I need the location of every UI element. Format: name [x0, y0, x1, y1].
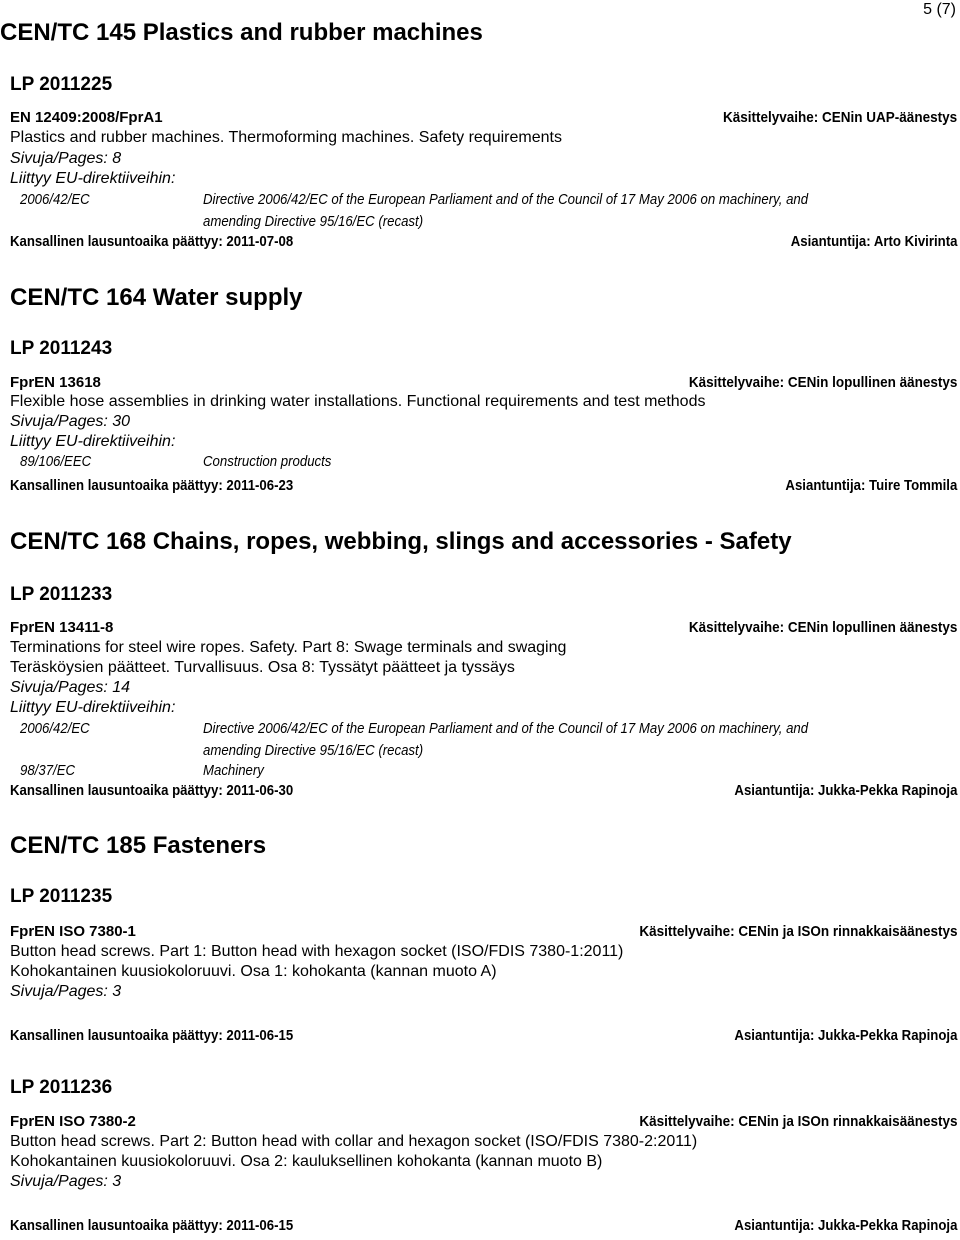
page-number: 5 (7) [923, 1, 956, 18]
comment-deadline: Kansallinen lausuntoaika päättyy: 2011-07-08 [10, 233, 294, 250]
directive-description: Construction products [203, 453, 332, 470]
committee-title: CEN/TC 164 Water supply [10, 284, 303, 311]
directive-description: Directive 2006/42/EC of the European Parliament and of the Council of 17 May 2006 on machinery, and [203, 191, 809, 208]
lp-number: LP 2011233 [10, 584, 113, 605]
stage-status: Käsittelyvaihe: CENin UAP-äänestys [722, 109, 957, 126]
standard-title: Plastics and rubber machines. Thermoforming machines. Safety requirements [10, 129, 562, 146]
comment-deadline: Kansallinen lausuntoaika päättyy: 2011-06-30 [10, 782, 294, 799]
stage-status: Käsittelyvaihe: CENin lopullinen äänestys [688, 374, 957, 391]
expert-name: Asiantuntija: Tuire Tommila [785, 477, 957, 494]
comment-deadline: Kansallinen lausuntoaika päättyy: 2011-06-23 [10, 477, 294, 494]
expert-name: Asiantuntija: Arto Kivirinta [790, 233, 957, 250]
standard-title-fi: Teräsköysien päätteet. Turvallisuus. Osa 8: Tyssätyt päätteet ja tyssäys [10, 659, 515, 676]
standard-title: Button head screws. Part 1: Button head with hexagon socket (ISO/FDIS 7380-1:2011) [10, 943, 624, 960]
expert-name: Asiantuntija: Jukka-Pekka Rapinoja [733, 782, 957, 799]
standard-id: FprEN ISO 7380-2 [10, 1113, 136, 1130]
comment-deadline: Kansallinen lausuntoaika päättyy: 2011-06-15 [10, 1027, 294, 1044]
directive-code: 89/106/EEC [20, 453, 92, 470]
standard-id: FprEN ISO 7380-1 [10, 923, 136, 940]
standard-id: FprEN 13618 [10, 374, 101, 391]
standard-title: Flexible hose assemblies in drinking water installations. Functional requirements and test methods [10, 393, 706, 410]
standard-title-fi: Kohokantainen kuusiokoloruuvi. Osa 2: kauluksellinen kohokanta (kannan muoto B) [10, 1153, 603, 1170]
stage-status: Käsittelyvaihe: CENin ja ISOn rinnakkaisäänestys [638, 1113, 957, 1130]
standard-title: Button head screws. Part 2: Button head with collar and hexagon socket (ISO/FDIS 7380-2:2011) [10, 1133, 698, 1150]
lp-number: LP 2011236 [10, 1077, 113, 1098]
standard-title-fi: Kohokantainen kuusiokoloruuvi. Osa 1: kohokanta (kannan muoto A) [10, 963, 497, 980]
lp-number: LP 2011243 [10, 338, 113, 359]
stage-status: Käsittelyvaihe: CENin lopullinen äänestys [688, 619, 957, 636]
directive-description-cont: amending Directive 95/16/EC (recast) [203, 742, 424, 759]
committee-title: CEN/TC 185 Fasteners [10, 832, 267, 859]
page-count: Sivuja/Pages: 3 [10, 983, 122, 1000]
page-count: Sivuja/Pages: 8 [10, 150, 122, 167]
comment-deadline: Kansallinen lausuntoaika päättyy: 2011-06-15 [10, 1217, 294, 1234]
page-count: Sivuja/Pages: 14 [10, 679, 131, 696]
directives-label: Liittyy EU-direktiiveihin: [10, 699, 176, 716]
directive-code: 2006/42/EC [20, 720, 90, 737]
directives-label: Liittyy EU-direktiiveihin: [10, 170, 176, 187]
standard-id: FprEN 13411-8 [10, 619, 114, 636]
lp-number: LP 2011235 [10, 886, 113, 907]
directive-code: 2006/42/EC [20, 191, 90, 208]
directive-description: Directive 2006/42/EC of the European Parliament and of the Council of 17 May 2006 on machinery, and [203, 720, 809, 737]
directive-code: 98/37/EC [20, 762, 76, 779]
directives-label: Liittyy EU-direktiiveihin: [10, 433, 176, 450]
directive-description: Machinery [203, 762, 264, 779]
standard-title: Terminations for steel wire ropes. Safety. Part 8: Swage terminals and swaging [10, 639, 567, 656]
stage-status: Käsittelyvaihe: CENin ja ISOn rinnakkaisäänestys [638, 923, 957, 940]
standard-id: EN 12409:2008/FprA1 [10, 109, 163, 126]
page-count: Sivuja/Pages: 3 [10, 1173, 122, 1190]
lp-number: LP 2011225 [10, 74, 113, 95]
page-count: Sivuja/Pages: 30 [10, 413, 131, 430]
committee-title: CEN/TC 145 Plastics and rubber machines [0, 19, 483, 46]
directive-description-cont: amending Directive 95/16/EC (recast) [203, 213, 424, 230]
committee-title: CEN/TC 168 Chains, ropes, webbing, slings and accessories - Safety [10, 528, 792, 555]
expert-name: Asiantuntija: Jukka-Pekka Rapinoja [733, 1217, 957, 1234]
expert-name: Asiantuntija: Jukka-Pekka Rapinoja [733, 1027, 957, 1044]
